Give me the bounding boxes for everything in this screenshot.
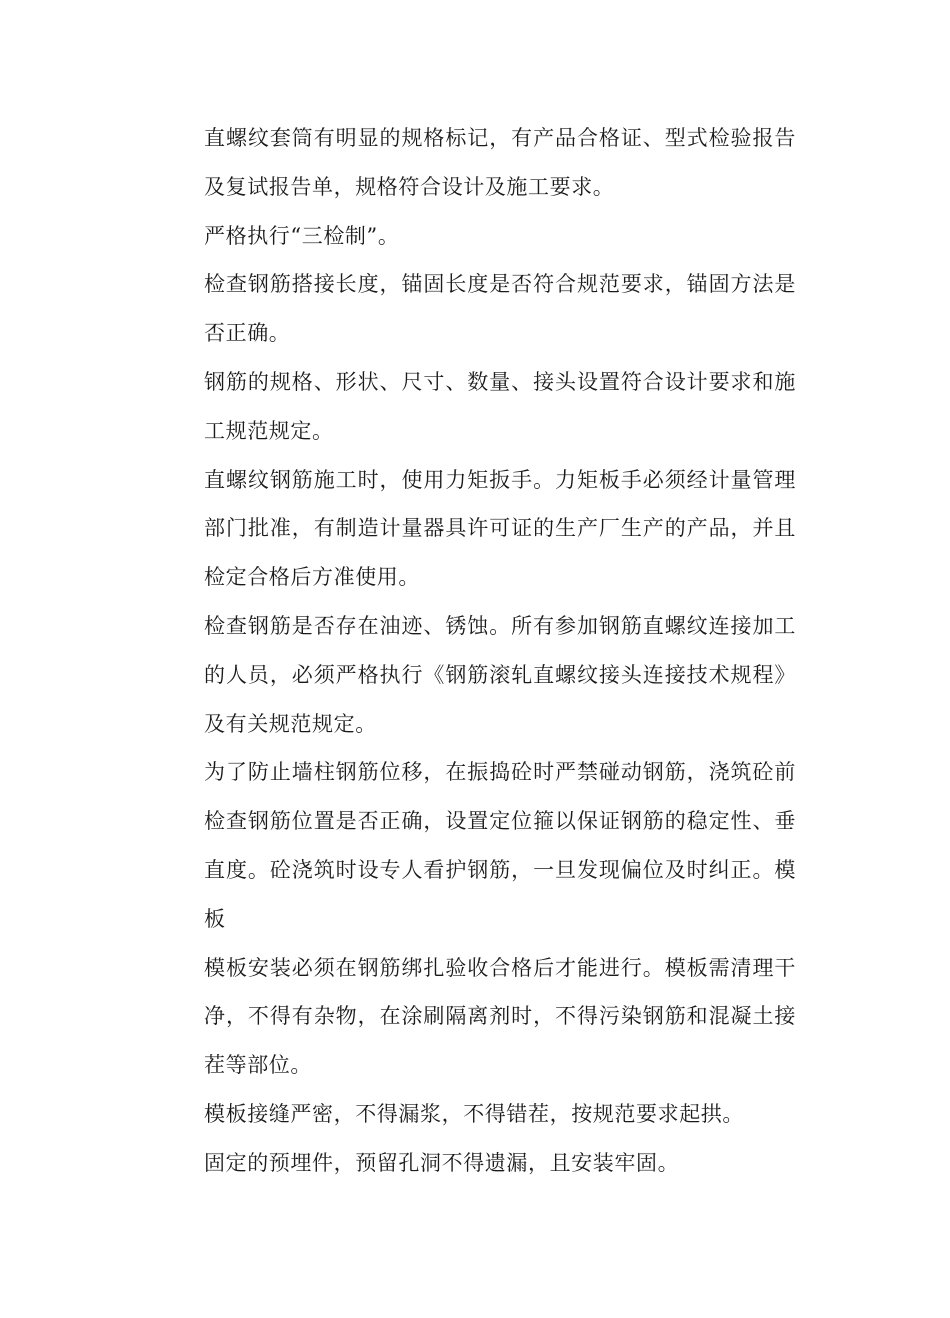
paragraph-threaded-sleeve: 直螺纹套筒有明显的规格标记，有产品合格证、型式检验报告及复试报告单，规格符合设计及施工要求。	[204, 126, 796, 199]
document-body	[204, 114, 796, 1188]
paragraph-rebar-displacement: 为了防止墙柱钢筋位移，在振捣砼时严禁碰动钢筋，浇筑砼前检查钢筋位置是否正确，设置定位箍以保证钢筋的稳定性、垂直度。砼浇筑时设专人看护钢筋，一旦发现偏位及时纠正。模板	[204, 760, 796, 931]
paragraph-oil-rust: 检查钢筋是否存在油迹、锈蚀。所有参加钢筋直螺纹连接加工的人员，必须严格执行《钢筋滚轧直螺纹接头连接技术规程》及有关规范规定。	[204, 613, 796, 736]
paragraph-formwork-install: 模板安装必须在钢筋绑扎验收合格后才能进行。模板需清理干净，不得有杂物，在涂刷隔离剂时，不得污染钢筋和混凝土接茬等部位。	[204, 955, 796, 1078]
paragraph-torque-wrench: 直螺纹钢筋施工时，使用力矩扳手。力矩板手必须经计量管理部门批准，有制造计量器具许可证的生产厂生产的产品，并且检定合格后方准使用。	[204, 467, 796, 590]
paragraph-rebar-spec: 钢筋的规格、形状、尺寸、数量、接头设置符合设计要求和施工规范规定。	[204, 369, 796, 443]
paragraph-embedded-parts: 固定的预埋件，预留孔洞不得遗漏，且安装牢固。	[204, 1150, 680, 1175]
paragraph-lap-length: 检查钢筋搭接长度，锚固长度是否符合规范要求，锚固方法是否正确。	[204, 272, 796, 346]
paragraph-formwork-joints: 模板接缝严密，不得漏浆，不得错茬，按规范要求起拱。	[204, 1101, 744, 1126]
paragraph-three-inspection: 严格执行“三检制”。	[204, 223, 400, 248]
